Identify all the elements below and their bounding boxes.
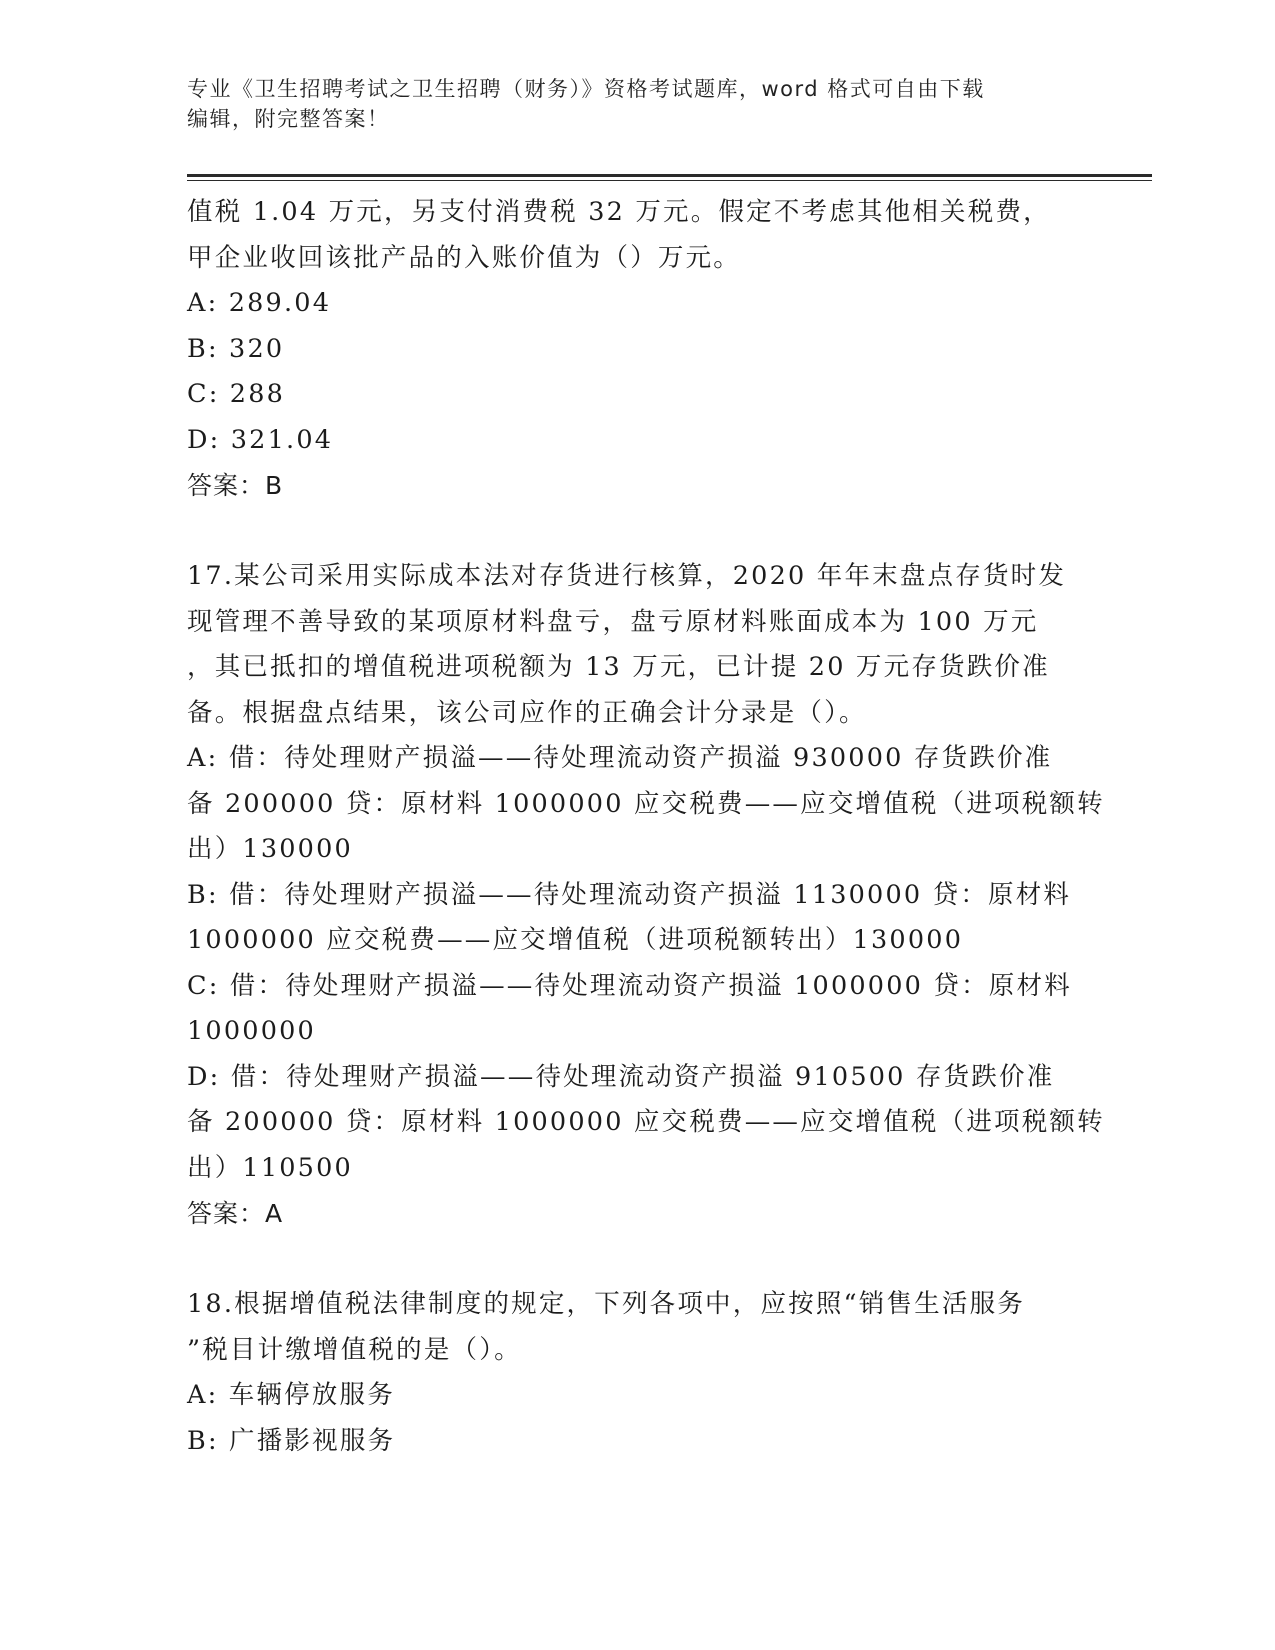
header-title-line-2: 编辑，附完整答案！ <box>187 107 390 131</box>
option-c-line: 1000000 <box>187 1016 316 1046</box>
question-stem-line: 值税 1.04 万元，另支付消费税 32 万元。假定不考虑其他相关税费， <box>187 197 1051 227</box>
option-d-line: 备 200000 贷：原材料 1000000 应交税费——应交增值税（进项税额转 <box>187 1107 1105 1137</box>
option-b-line: B: 借：待处理财产损溢——待处理流动资产损溢 1130000 贷：原材料 <box>187 879 1072 910</box>
spacer <box>187 509 1087 555</box>
question-stem-line: 现管理不善导致的某项原材料盘亏，盘亏原材料账面成本为 100 万元 <box>187 606 1039 637</box>
header-title-line-1: 专业《卫生招聘考试之卫生招聘（财务）》资格考试题库，word 格式可自由下载 <box>187 77 985 101</box>
question-stem-line: 18.根据增值税法律制度的规定，下列各项中，应按照“销售生活服务 <box>187 1289 1025 1319</box>
spacer <box>187 1237 1087 1283</box>
option-d-line: 出）110500 <box>187 1152 353 1183</box>
option-c-line: C: 借：待处理财产损溢——待处理流动资产损溢 1000000 贷：原材料 <box>187 970 1072 1001</box>
header-divider-thin <box>187 180 1152 181</box>
option-a-line: 备 200000 贷：原材料 1000000 应交税费——应交增值税（进项税额转 <box>187 788 1105 819</box>
question-stem-line: 甲企业收回该批产品的入账价值为（）万元。 <box>187 242 742 273</box>
document-body <box>187 190 1105 1464</box>
question-stem-line: 17.某公司采用实际成本法对存货进行核算，2020 年年末盘点存货时发 <box>187 561 1067 591</box>
question-17 <box>187 554 1105 1237</box>
option-b-line: 1000000 应交税费——应交增值税（进项税额转出）130000 <box>187 925 964 955</box>
option-a: A: 车辆停放服务 <box>187 1380 395 1410</box>
question-stem-line: ”税目计缴增值税的是（）。 <box>187 1334 522 1365</box>
question-stem-line: 备。根据盘点结果，该公司应作的正确会计分录是（）。 <box>187 697 867 728</box>
page-header <box>187 74 1067 134</box>
option-d-line: D: 借：待处理财产损溢——待处理流动资产损溢 910500 存货跌价准 <box>187 1061 1055 1092</box>
answer: 答案：B <box>187 471 284 500</box>
header-divider-thick <box>187 174 1152 177</box>
option-a-line: A: 借：待处理财产损溢——待处理流动资产损溢 930000 存货跌价准 <box>187 743 1053 773</box>
option-c: C: 288 <box>187 379 286 409</box>
question-stem-line: ，其已抵扣的增值税进项税额为 13 万元，已计提 20 万元存货跌价准 <box>187 652 1050 682</box>
option-b: B: 广播影视服务 <box>187 1425 396 1456</box>
option-b: B: 320 <box>187 333 285 364</box>
question-18 <box>187 1282 1087 1464</box>
answer: 答案：A <box>187 1199 284 1228</box>
option-a-line: 出）130000 <box>187 834 353 864</box>
option-d: D: 321.04 <box>187 424 334 455</box>
question-16 <box>187 190 1087 509</box>
option-a: A: 289.04 <box>187 288 332 318</box>
